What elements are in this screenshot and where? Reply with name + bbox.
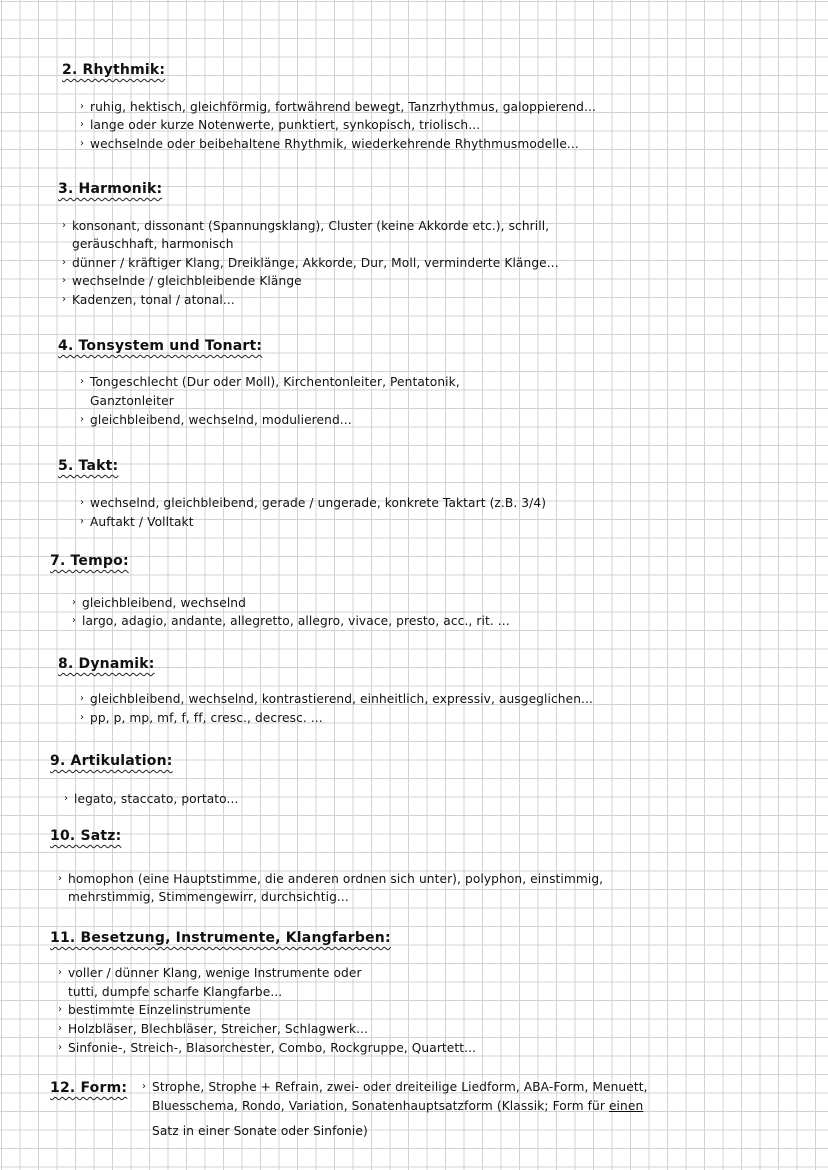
heading-tempo: 7. Tempo: xyxy=(50,553,129,569)
list-item: › wechselnde oder beibehaltene Rhythmik, wiederkehrende Rhythmusmodelle... xyxy=(80,137,579,151)
list-item: › largo, adagio, andante, allegretto, allegro, vivace, presto, acc., rit. ... xyxy=(72,614,510,628)
list-item: › Tongeschlecht (Dur oder Moll), Kirchentonleiter, Pentatonik, xyxy=(80,375,460,389)
list-item: › voller / dünner Klang, wenige Instrumente oder xyxy=(58,966,362,980)
heading-artikulation: 9. Artikulation: xyxy=(50,753,173,769)
heading-takt: 5. Takt: xyxy=(58,458,119,474)
list-item: tutti, dumpfe scharfe Klangfarbe... xyxy=(68,985,283,999)
underlined-word: einen xyxy=(608,1099,644,1113)
list-item: › bestimmte Einzelinstrumente xyxy=(58,1003,251,1017)
list-item: › wechselnd, gleichbleibend, gerade / ungerade, konkrete Taktart (z.B. 3/4) xyxy=(80,496,547,510)
list-item: › Sinfonie-, Streich-, Blasorchester, Combo, Rockgruppe, Quartett... xyxy=(58,1041,477,1055)
list-item: › dünner / kräftiger Klang, Dreiklänge, Akkorde, Dur, Moll, verminderte Klänge... xyxy=(62,256,559,270)
list-item: › pp, p, mp, mf, f, ff, cresc., decresc. ... xyxy=(80,711,323,725)
list-item: › homophon (eine Hauptstimme, die anderen ordnen sich unter), polyphon, einstimmig, xyxy=(58,872,604,886)
list-item: › gleichbleibend, wechselnd, kontrastierend, einheitlich, expressiv, ausgeglichen... xyxy=(80,692,593,706)
heading-rhythmik: 2. Rhythmik: xyxy=(62,62,166,78)
list-item: › Strophe, Strophe + Refrain, zwei- oder dreiteilige Liedform, ABA-Form, Menuett, xyxy=(142,1080,648,1094)
list-item: › lange oder kurze Notenwerte, punktiert, synkopisch, triolisch... xyxy=(80,118,481,132)
list-item: › Holzbläser, Blechbläser, Streicher, Schlagwerk... xyxy=(58,1022,369,1036)
list-item: mehrstimmig, Stimmengewirr, durchsichtig... xyxy=(68,890,349,904)
list-item: › konsonant, dissonant (Spannungsklang), Cluster (keine Akkorde etc.), schrill, xyxy=(62,219,550,233)
heading-besetzung: 11. Besetzung, Instrumente, Klangfarben: xyxy=(50,930,391,946)
list-item: Bluesschema, Rondo, Variation, Sonatenhauptsatzform (Klassik; Form für einen xyxy=(152,1099,644,1113)
list-item: › Auftakt / Volltakt xyxy=(80,515,194,529)
list-item: › gleichbleibend, wechselnd, modulierend... xyxy=(80,413,352,427)
list-item: Satz in einer Sonate oder Sinfonie) xyxy=(152,1124,368,1138)
heading-tonsystem: 4. Tonsystem und Tonart: xyxy=(58,338,263,354)
heading-satz: 10. Satz: xyxy=(50,828,122,844)
heading-dynamik: 8. Dynamik: xyxy=(58,656,155,672)
list-item: Ganztonleiter xyxy=(90,394,174,408)
list-item: › wechselnde / gleichbleibende Klänge xyxy=(62,274,302,288)
list-item: geräuschhaft, harmonisch xyxy=(72,237,234,251)
list-item: › Kadenzen, tonal / atonal... xyxy=(62,293,235,307)
list-item: › legato, staccato, portato... xyxy=(64,792,239,806)
list-item: › ruhig, hektisch, gleichförmig, fortwährend bewegt, Tanzrhythmus, galoppierend... xyxy=(80,100,596,114)
heading-harmonik: 3. Harmonik: xyxy=(58,181,163,197)
list-item: › gleichbleibend, wechselnd xyxy=(72,596,246,610)
heading-form: 12. Form: xyxy=(50,1080,128,1096)
